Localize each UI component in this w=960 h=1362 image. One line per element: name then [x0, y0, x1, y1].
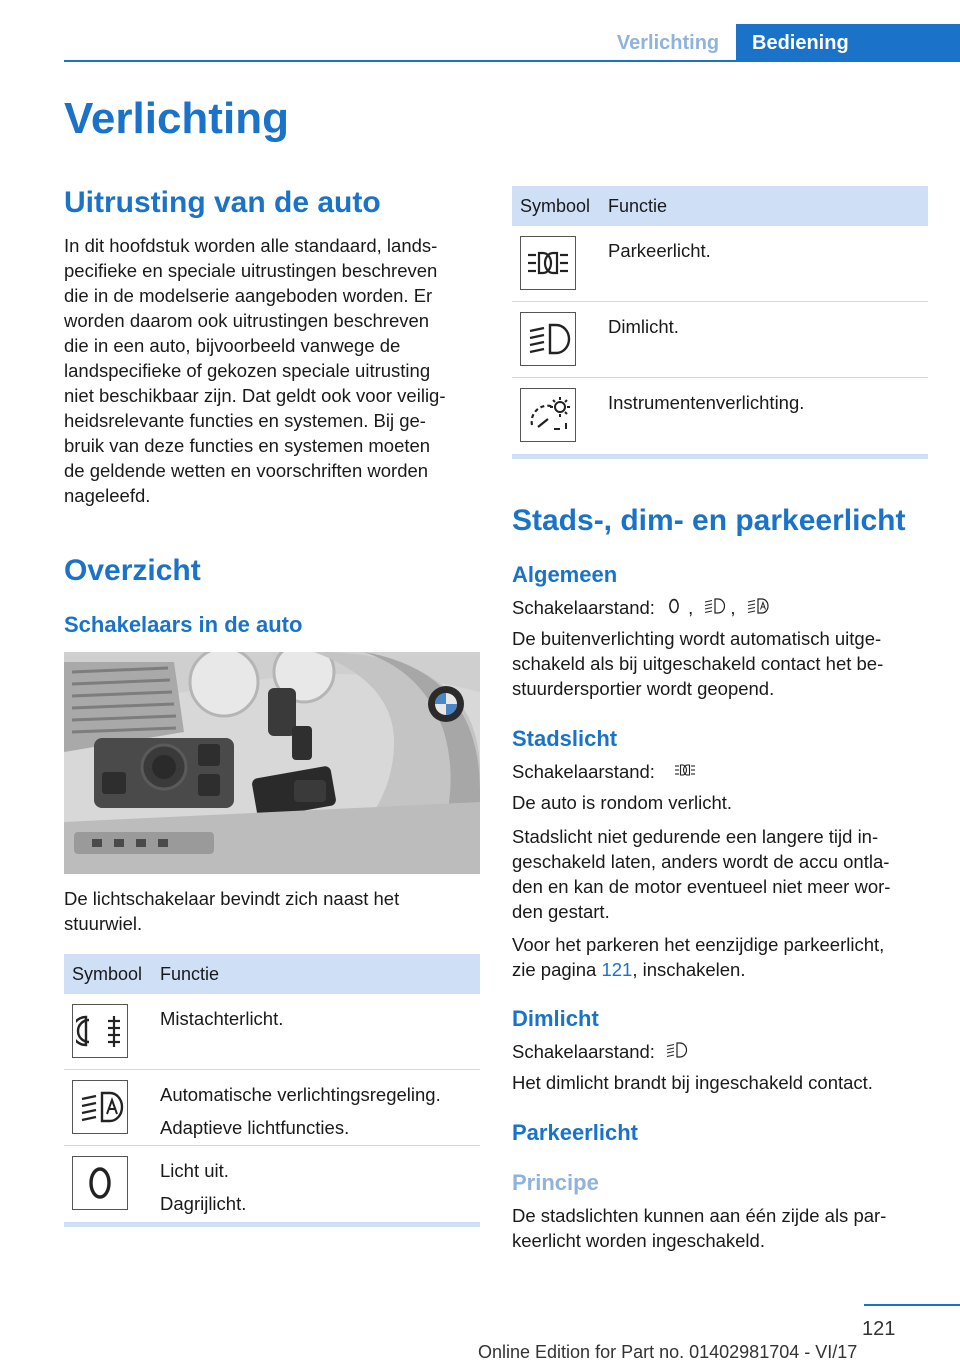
- text-line: den gestart.: [512, 901, 610, 922]
- symbol-table-right: [512, 186, 928, 459]
- function-cell: [160, 1146, 480, 1222]
- table-row: [64, 1070, 480, 1146]
- ref-suffix: , inschakelen.: [632, 959, 746, 980]
- text-line: stuurwiel.: [64, 913, 143, 934]
- subsection-title-parking-light: Parkeerlicht: [512, 1120, 638, 1145]
- low-beam-line: Het dimlicht brandt bij ingeschakeld contact.: [512, 1072, 873, 1093]
- text-line: nageleefd.: [64, 485, 151, 506]
- low-beam-icon: [520, 312, 576, 366]
- function-text: Licht uit.: [160, 1160, 229, 1181]
- switch-caption: [64, 886, 484, 936]
- switch-position-side-light: [512, 758, 942, 788]
- parking-light-paragraph: [512, 1203, 952, 1253]
- text-line: De stadslichten kunnen aan één zijde als par‐: [512, 1205, 887, 1226]
- function-cell: [160, 1070, 480, 1145]
- col-header-function: Functie: [160, 964, 220, 984]
- page-title: Verlichting: [64, 94, 289, 143]
- col-header-symbol: Symbool: [72, 964, 143, 984]
- switch-label: Schakelaarstand:: [512, 760, 655, 782]
- function-cell: [160, 994, 480, 1069]
- side-light-reference: [512, 932, 952, 982]
- text-line: Voor het parkeren het eenzijdige parkeerlicht,: [512, 934, 885, 955]
- table-end-rule: [64, 1222, 480, 1227]
- table-header: [64, 954, 480, 994]
- text-line: Stadslicht niet gedurende een langere tijd in‐: [512, 826, 879, 847]
- text-line: stuurdersportier wordt geopend.: [512, 678, 775, 699]
- function-cell: [608, 378, 928, 454]
- section-title-lights: Stads-, dim- en parkeerlicht: [512, 504, 906, 537]
- text-line: [512, 957, 952, 982]
- function-text: Dimlicht.: [608, 316, 679, 337]
- switch-label: Schakelaarstand:: [512, 596, 655, 618]
- dashboard-photo: [64, 652, 480, 874]
- section-title-overview: Overzicht: [64, 554, 201, 587]
- symbol-cell: [512, 302, 608, 377]
- col-header-symbol: Symbool: [520, 196, 591, 216]
- symbol-cell: [512, 378, 608, 454]
- switch-label: Schakelaarstand:: [512, 1040, 655, 1062]
- symbol-cell: [512, 226, 608, 301]
- col-header-function: Functie: [608, 196, 668, 216]
- parking-light-icon: [663, 758, 707, 788]
- text-line: niet beschikbaar zijn. Dat geldt ook voor veilig‐: [64, 385, 446, 406]
- text-line: schakeld als bij uitgeschakeld contact het be‐: [512, 653, 884, 674]
- subsection-title-general: Algemeen: [512, 562, 618, 587]
- light-off-icon: [663, 595, 685, 623]
- text-line: die in de modelserie aangeboden worden. Er: [64, 285, 433, 306]
- table-header: [512, 186, 928, 226]
- edition-note: Online Edition for Part no. 01402981704 - VI/17: [478, 1342, 858, 1362]
- ref-prefix: zie pagina: [512, 959, 602, 980]
- auto-light-icon: [72, 1080, 128, 1134]
- auto-light-icon: [744, 594, 770, 624]
- table-row: [512, 378, 928, 454]
- symbol-cell: [64, 1070, 160, 1145]
- fog-light-icon: [72, 1004, 128, 1058]
- side-light-paragraph: [512, 824, 952, 924]
- low-beam-icon: [663, 1038, 689, 1068]
- page-number: 121: [862, 1318, 896, 1340]
- side-light-line: De auto is rondom verlicht.: [512, 792, 733, 813]
- text-line: keerlicht worden ingeschakeld.: [512, 1230, 765, 1251]
- text-line: de geldende wetten en voorschriften worden: [64, 460, 429, 481]
- separator: ,: [730, 596, 736, 618]
- function-text: Dagrijlicht.: [160, 1193, 247, 1214]
- function-cell: [608, 302, 928, 377]
- subsubsection-title-principle: Principe: [512, 1170, 599, 1195]
- general-paragraph: [512, 626, 952, 701]
- function-text: Parkeerlicht.: [608, 240, 711, 261]
- text-line: heidsrelevante functies en systemen. Bij ge‐: [64, 410, 426, 431]
- symbol-table-left: [64, 954, 480, 1227]
- function-cell: [608, 226, 928, 301]
- table-row: [64, 1146, 480, 1222]
- text-line: den en kan de motor eventueel niet meer wor‐: [512, 876, 891, 897]
- switch-position-low-beam: [512, 1038, 942, 1068]
- footer-rule: [864, 1304, 960, 1306]
- function-text: Mistachterlicht.: [160, 1008, 284, 1029]
- switch-position-general: [512, 594, 942, 624]
- subsection-title-low-beam: Dimlicht: [512, 1006, 599, 1031]
- table-row: [512, 226, 928, 302]
- table-end-rule: [512, 454, 928, 459]
- instrument-light-icon: [520, 388, 576, 442]
- text-line: die in een auto, bijvoorbeeld vanwege de: [64, 335, 401, 356]
- table-row: [512, 302, 928, 378]
- equipment-paragraph: [64, 233, 484, 508]
- text-line: De lichtschakelaar bevindt zich naast het: [64, 888, 400, 909]
- function-text: Adaptieve lichtfuncties.: [160, 1117, 350, 1138]
- table-row: [64, 994, 480, 1070]
- function-text: Automatische verlichtingsregeling.: [160, 1084, 441, 1105]
- text-line: pecifieke en speciale uitrustingen beschreven: [64, 260, 438, 281]
- section-title-equipment: Uitrusting van de auto: [64, 186, 381, 219]
- header-section-label: Verlichting: [616, 32, 720, 54]
- text-line: bruik van deze functies en systemen moeten: [64, 435, 431, 456]
- text-line: worden daarom ook uitrustingen beschreven: [64, 310, 430, 331]
- separator: ,: [688, 596, 694, 618]
- page-link[interactable]: 121: [601, 959, 633, 980]
- symbol-cell: [64, 1146, 160, 1222]
- header-rule: [64, 60, 960, 62]
- parking-light-icon: [520, 236, 576, 290]
- text-line: In dit hoofdstuk worden alle standaard, lands‐: [64, 235, 438, 256]
- text-line: geschakeld laten, anders wordt de accu ontla‐: [512, 851, 890, 872]
- text-line: De buitenverlichting wordt automatisch uitge‐: [512, 628, 882, 649]
- low-beam-icon: [701, 594, 727, 624]
- light-off-icon: [72, 1156, 128, 1210]
- subsection-title-side-light: Stadslicht: [512, 726, 618, 751]
- symbol-cell: [64, 994, 160, 1069]
- subsection-title-switches: Schakelaars in de auto: [64, 612, 303, 637]
- text-line: landspecifieke of gekozen speciale uitrusting: [64, 360, 431, 381]
- function-text: Instrumentenverlichting.: [608, 392, 805, 413]
- header-chapter-tab: Bediening: [736, 24, 960, 62]
